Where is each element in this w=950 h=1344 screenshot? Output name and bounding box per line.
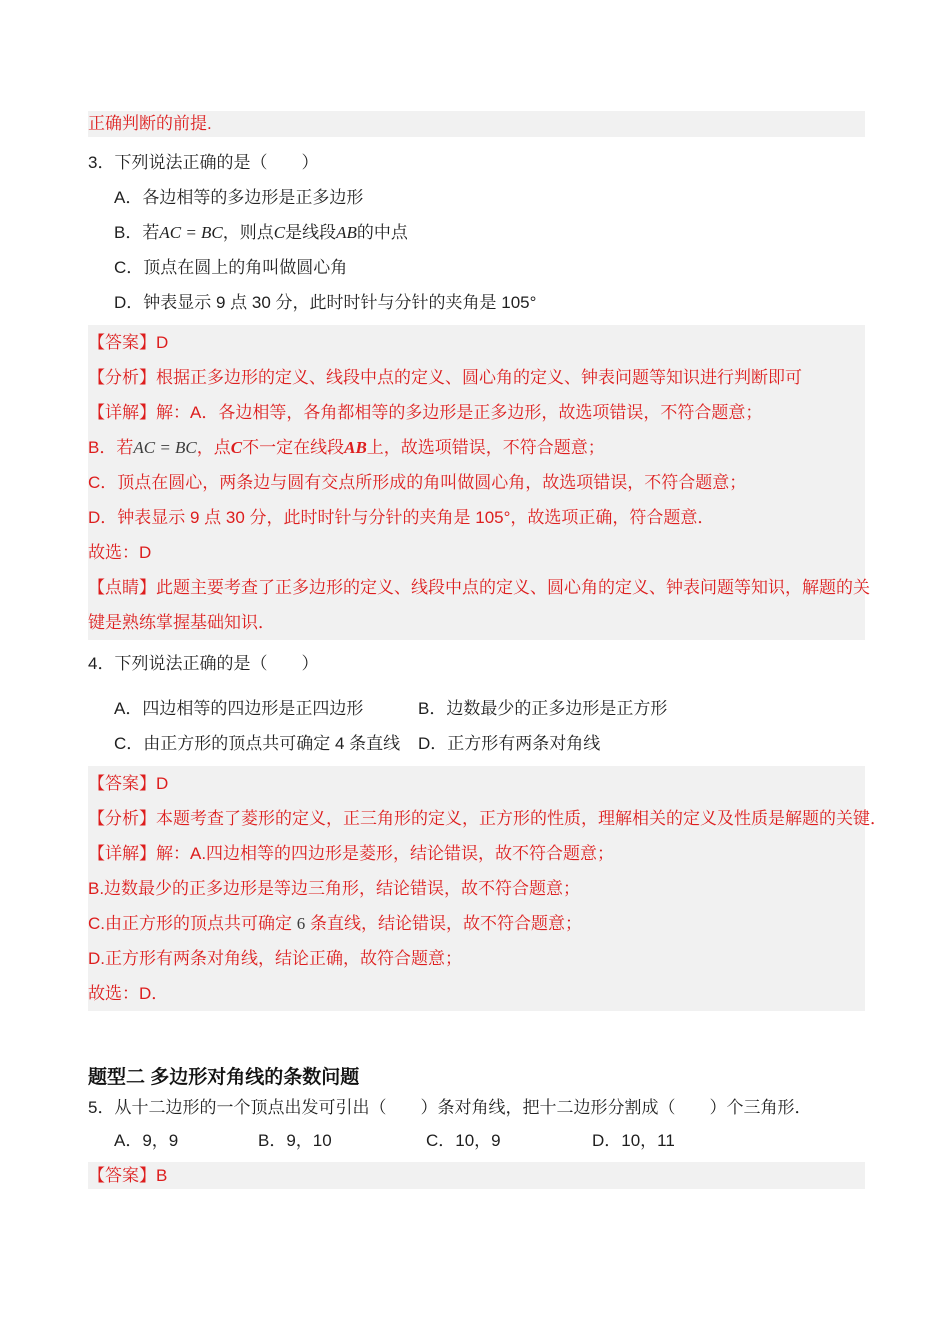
math-segment: 6 [296,914,306,933]
q4-option-c: C．由正方形的顶点共可确定 4 条直线 [114,734,401,753]
q3-detail-c-line [88,465,865,500]
math-segment: AB [336,223,357,242]
q3-conclusion-text: 故选：D [88,543,152,562]
text-segment: B．若 [114,223,160,242]
q4-answer-block [88,766,887,1011]
q3-option-d-text: D．钟表显示 9 点 30 分，此时时针与分针的夹角是 105° [114,293,537,312]
q3-option-a-text: A．各边相等的多边形是正多边形 [114,188,364,207]
continuation-highlight-strip [88,111,865,137]
q5-answer-text: 【答案】B [88,1166,168,1185]
q4-detail-d-line [88,941,865,976]
q4-answer-line [88,766,865,801]
text-segment: ，点 [196,438,231,457]
q5-stem [88,1093,950,1123]
q3-detail-d-text: D．钟表显示 9 点 30 分，此时时针与分针的夹角是 105°，故选项正确，符合题意． [88,508,715,527]
q3-stem-text: 3．下列说法正确的是（ ） [88,153,319,172]
q3-answer-line [88,325,865,360]
q4-options-row-2 [114,726,950,761]
q3-answer-block [88,325,870,640]
q4-option-b: B．边数最少的正多边形是正方形 [418,699,668,718]
q3-analysis-line [88,360,865,395]
q4-detail-b-text: B.边数最少的正多边形是等边三角形，结论错误，故不符合题意； [88,879,581,898]
q3-detail-c-text: C．顶点在圆心，两条边与圆有交点所形成的角叫做圆心角，故选项错误，不符合题意； [88,473,747,492]
continuation-text: 正确判断的前提. [88,114,212,133]
q4-analysis-text: 【分析】本题考查了菱形的定义，正三角形的定义，正方形的性质，理解相关的定义及性质是解题的关键． [88,809,887,828]
q3-option-c-text: C．顶点在圆上的角叫做圆心角 [114,258,348,277]
q4-detail-a-line [88,836,865,871]
q4-conclusion-text: 故选：D． [88,984,169,1003]
q3-conclusion-line [88,535,865,570]
q4-analysis-line [88,801,887,836]
q3-note-text-1: 【点睛】此题主要考查了正多边形的定义、线段中点的定义、圆心角的定义、钟表问题等知识，解题的关 [88,578,870,597]
q5-option-c: C．10，9 [426,1131,501,1150]
q4-option-a: A．四边相等的四边形是正四边形 [114,699,364,718]
q3-note-line-1 [88,570,870,605]
q4-detail-d-text: D.正方形有两条对角线，结论正确，故符合题意； [88,949,462,968]
text-segment: 上，故选项错误，不符合题意； [366,438,605,457]
q4-options-row-1 [114,691,950,726]
text-segment: ，则点 [222,223,274,242]
text-segment: 不一定在线段 [242,438,345,457]
q3-note-text-2: 键是熟练掌握基础知识． [88,613,275,632]
q5-options-row [114,1123,950,1158]
q4-stem-text: 4．下列说法正确的是（ ） [88,654,319,673]
q3-note-line-2 [88,605,865,640]
q5-option-a: A．9，9 [114,1131,179,1150]
q3-stem [88,145,950,180]
section-heading-text: 题型二 多边形对角线的条数问题 [88,1067,360,1088]
q5-option-d: D．10，11 [592,1131,675,1150]
q3-detail-d-line [88,500,865,535]
text-segment: 的中点 [356,223,408,242]
q4-options [0,691,950,761]
q3-option-b [114,215,950,250]
math-segment: C [273,223,286,242]
q4-conclusion-line [88,976,865,1011]
q3-detail-a-text: 【详解】解：A．各边相等，各角都相等的多边形是正多边形，故选项错误，不符合题意； [88,403,763,422]
math-segment: AB [344,438,367,457]
q4-detail-b-line [88,871,865,906]
q3-option-d [114,285,950,320]
text-segment: 条直线，结论错误，故不符合题意； [305,914,582,933]
q3-detail-b-line [88,430,865,465]
q3-options [0,180,950,320]
q5-option-b: B．9，10 [258,1131,332,1150]
q3-detail-a-line [88,395,865,430]
math-segment: AC = BC [159,223,223,242]
section-heading [88,1063,950,1093]
q3-analysis-text: 【分析】根据正多边形的定义、线段中点的定义、圆心角的定义、钟表问题等知识进行判断即可 [88,368,802,387]
text-segment: C.由正方形的顶点共可确定 [88,914,297,933]
q5-answer-strip [88,1162,865,1189]
math-segment: AC = BC [133,438,197,457]
q4-detail-a-text: 【详解】解：A.四边相等的四边形是菱形，结论错误，故不符合题意； [88,844,615,863]
q3-option-c [114,250,950,285]
q5-stem-text: 5．从十二边形的一个顶点出发可引出（ ）条对角线，把十二边形分割成（ ）个三角形． [88,1098,812,1117]
text-segment: B．若 [88,438,134,457]
q3-answer-text: 【答案】D [88,333,169,352]
text-segment: 是线段 [285,223,337,242]
q4-stem [88,646,950,681]
q4-answer-text: 【答案】D [88,774,169,793]
q4-detail-c-line [88,906,865,941]
q4-option-d: D．正方形有两条对角线 [418,734,601,753]
math-segment: C [230,438,243,457]
q3-option-a [114,180,950,215]
